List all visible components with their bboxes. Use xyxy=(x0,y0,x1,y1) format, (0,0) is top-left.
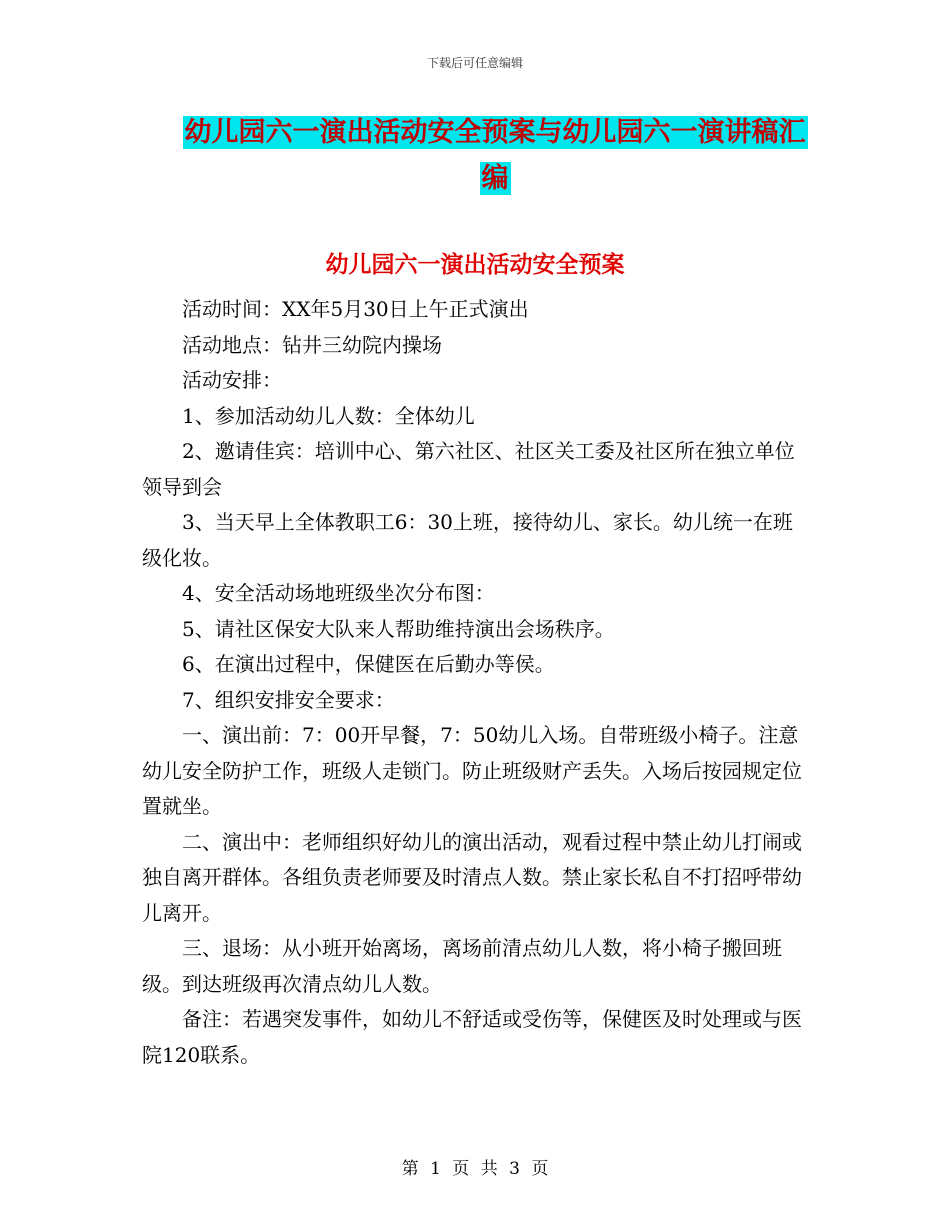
paragraph: 活动地点：钻井三幼院内操场 xyxy=(182,332,442,357)
title-line-1: 幼儿园六一演出活动安全预案与幼儿园六一演讲稿汇 xyxy=(184,117,806,148)
section-title: 幼儿园六一演出活动安全预案 xyxy=(325,252,625,278)
title-line-2: 编 xyxy=(481,163,509,194)
paragraph: 7、组织安排安全要求： xyxy=(182,687,395,712)
paragraph: 一、演出前：7：00开早餐，7：50幼儿入场。自带班级小椅子。注意幼儿安全防护工作，班级人走锁门。防止班级财产丢失。入场后按园规定位置就坐。 xyxy=(142,723,802,818)
paragraph: 活动时间：XX年5月30日上午正式演出 xyxy=(182,297,529,321)
paragraph: 二、演出中：老师组织好幼儿的演出活动，观看过程中禁止幼儿打闹或独自离开群体。各组负责老师要及时清点人数。禁止家长私自不打招呼带幼儿离开。 xyxy=(142,829,802,925)
paragraph: 6、在演出过程中，保健医在后勤办等侯。 xyxy=(182,652,555,676)
paragraph: 3、当天早上全体教职工6：30上班，接待幼儿、家长。幼儿统一在班级化妆。 xyxy=(142,510,793,570)
paragraph: 活动安排： xyxy=(182,368,282,392)
document-body xyxy=(142,292,808,1073)
header-note: 下载后可任意编辑 xyxy=(426,56,523,70)
paragraph: 备注：若遇突发事件，如幼儿不舒适或受伤等，保健医及时处理或与医院120联系。 xyxy=(142,1007,802,1067)
page-footer: 第 1 页 共 3 页 xyxy=(401,1159,549,1179)
paragraph: 2、邀请佳宾：培训中心、第六社区、社区关工委及社区所在独立单位领导到会 xyxy=(142,439,795,499)
paragraph: 三、退场：从小班开始离场，离场前清点幼儿人数，将小椅子搬回班级。到达班级再次清点幼儿人数。 xyxy=(142,936,782,996)
document-title xyxy=(140,110,850,202)
paragraph: 5、请社区保安大队来人帮助维持演出会场秩序。 xyxy=(182,616,615,641)
paragraph: 1、参加活动幼儿人数：全体幼儿 xyxy=(182,403,475,428)
paragraph: 4、安全活动场地班级坐次分布图： xyxy=(182,581,495,605)
